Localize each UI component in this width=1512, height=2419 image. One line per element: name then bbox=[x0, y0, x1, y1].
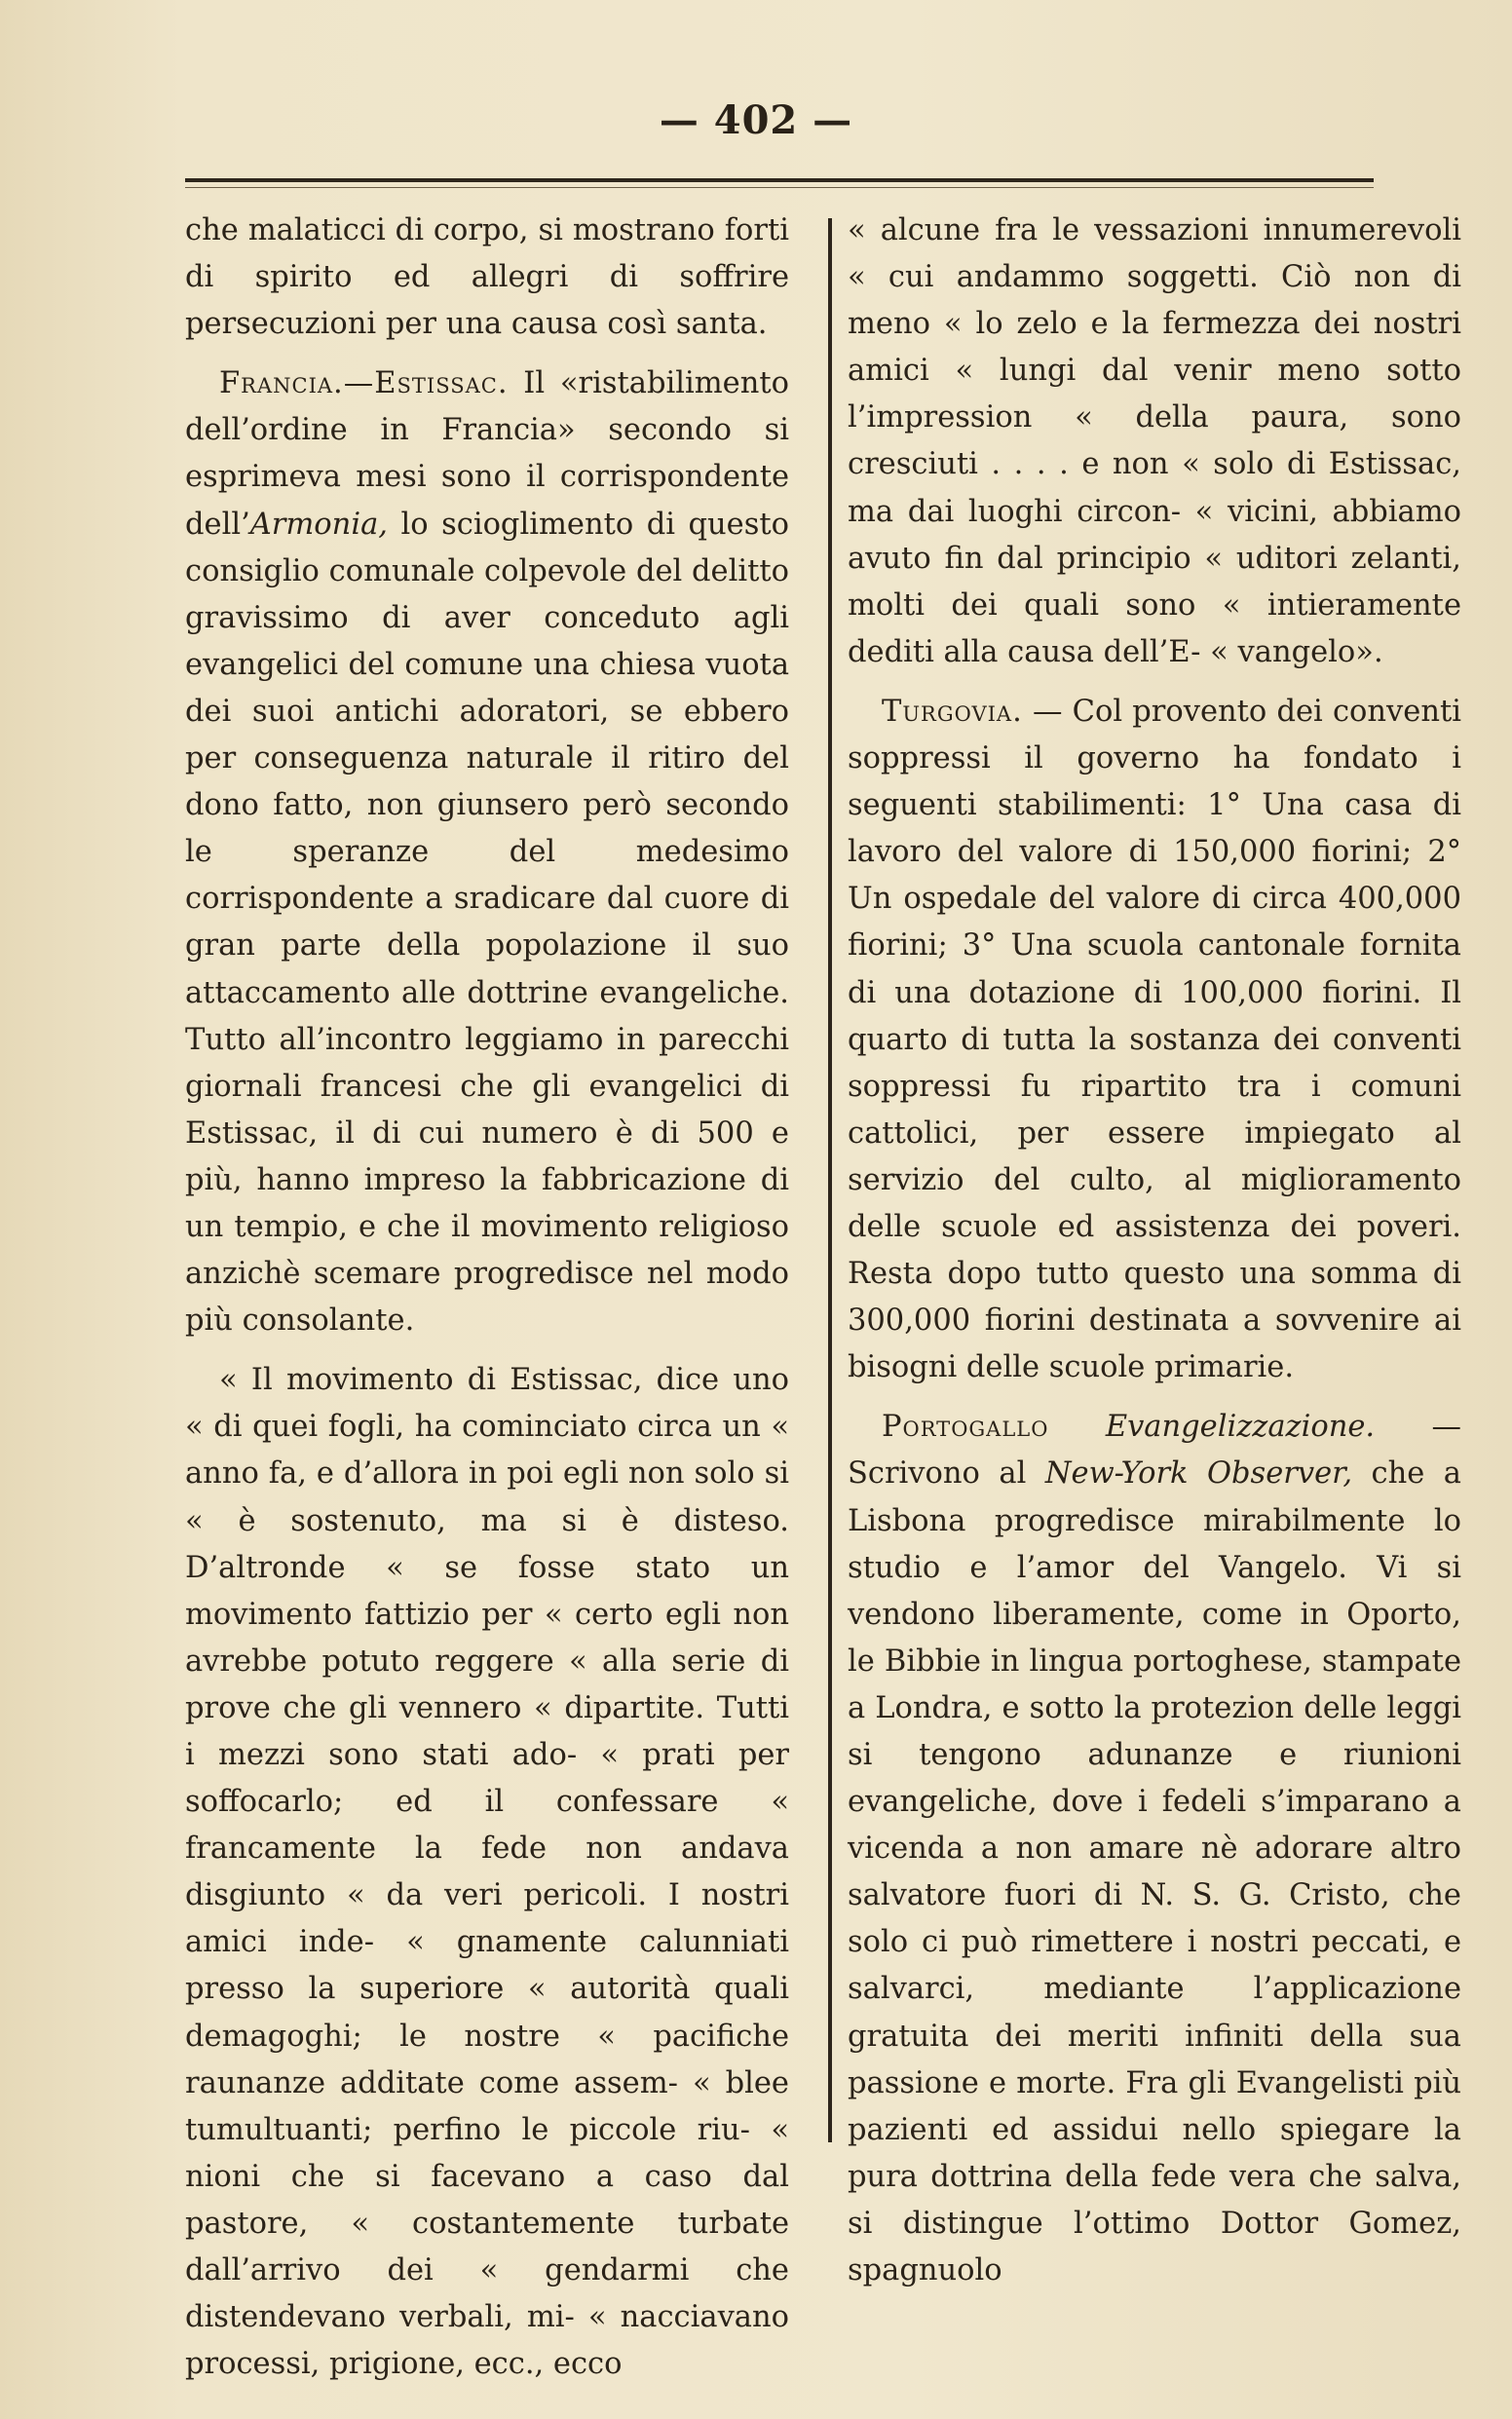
italic-run: Armonia, bbox=[249, 507, 388, 542]
text-run: Il «ristabilimento dell’ordine in Francia» secondo si esprimeva mesi sono il corrispondente dell’ bbox=[185, 366, 789, 542]
paragraph-turgovia bbox=[848, 689, 1461, 1391]
italic-heading: Evangelizzazione. bbox=[1105, 1410, 1376, 1445]
paragraph: che malaticci di corpo, si mostrano forti di spirito ed allegri di soffrire persecuzioni per una causa così santa. bbox=[185, 213, 789, 342]
header-rule-thin bbox=[185, 187, 1374, 188]
paragraph-francia bbox=[185, 360, 789, 1344]
section-heading: Portogallo bbox=[882, 1410, 1049, 1445]
text-run: — Scrivono al bbox=[848, 1410, 1461, 1492]
left-column bbox=[185, 208, 789, 2388]
paragraph-quote: « Il movimento di Estissac, dice uno « di quei fogli, ha cominciato circa un « anno fa, e d’allora in poi egli non solo si « è sostenuto, ma si è disteso. D’altronde « se fosse stato un movimento fattizio per « certo egli non avrebbe potuto reggere « alla serie di prove che gli vennero « dipartite. Tutti i mezzi sono stati ado- « prati per soffocarlo; ed il confessare « francamente la fede non andava disgiunto « da veri pericoli. I nostri amici inde- « gnamente calunniati presso la superiore « autorità quali demagoghi; le nostre « pacifiche raunanze additate come assem- « blee tumultuanti; perfino le piccole riu- « nioni che si facevano a caso dal pastore, « costantemente turbate dall’arrivo dei « gendarmi che distendevano verbali, mi- « nacciavano processi, prigione, ecc., ecco bbox=[185, 1363, 789, 2382]
text-run: che a Lisbona progredisce mirabilmente lo studio e l’amor del Vangelo. Vi si vendono liberamente, come in Oporto, le Bibbie in lingua portoghese, stampate a Londra, e sotto la protezion delle leggi si tengono adunanze e riunioni evangeliche, dove i fedeli s’imparano a vicenda a non amare nè adorare altro salvatore fuori di N. S. G. Cristo, che solo ci può rimettere i nostri peccati, e salvarci, mediante l’applicazione gratuita dei meriti infiniti della sua passione e morte. Fra gli Evangelisti più pazienti ed assidui nello spiegare la pura dottrina della fede vera che salva, si distingue l’ottimo Dottor Gomez, spagnuolo bbox=[848, 1456, 1461, 2288]
column-divider bbox=[828, 218, 832, 2142]
text-run: lo scioglimento di questo consiglio comunale colpevole del delitto gravissimo di aver conceduto agli evangelici del comune una chiesa vuota dei suoi antichi adoratori, se ebbero per conseguenza naturale il ritiro del dono fatto, non giunsero però secondo le speranze del medesimo corrispondente a sradicare dal cuore di gran parte della popolazione il suo attaccamento alle dottrine evangeliche. Tutto all’incontro leggiamo in parecchi giornali francesi che gli evangelici di Estissac, il di cui numero è di 500 e più, hanno impreso la fabbricazione di un tempio, e che il movimento religioso anzichè scemare progredisce nel modo più consolante. bbox=[185, 507, 789, 1339]
paragraph-portogallo bbox=[848, 1404, 1461, 2294]
text-run: — Col provento dei conventi soppressi il governo ha fondato i seguenti stabilimenti: 1° Una casa di lavoro del valore di 150,000 fiorini; 2° Un ospedale del valore di circa 400,000 fiorini; 3° Una scuola cantonale fornita di una dotazione di 100,000 fiorini. Il quarto di tutta la sostanza dei conventi soppressi fu ripartito tra i comuni cattolici, per essere impiegato al servizio del culto, al miglioramento delle scuole ed assistenza dei poveri. Resta dopo tutto questo una somma di 300,000 fiorini destinata a sovvenire ai bisogni delle scuole primarie. bbox=[848, 694, 1461, 1385]
header-rule bbox=[185, 178, 1374, 182]
page-number: — 402 — bbox=[659, 97, 853, 143]
right-column bbox=[848, 208, 1461, 2294]
section-heading: Turgovia. bbox=[882, 694, 1023, 729]
section-heading: Francia.—Estissac. bbox=[219, 366, 509, 401]
italic-run: New-York Observer, bbox=[1044, 1456, 1353, 1492]
paragraph-quote-continued: « alcune fra le vessazioni innumerevoli « cui andammo soggetti. Ciò non di meno « lo zelo e la fermezza dei nostri amici « lungi dal venir meno sotto l’impression « della paura, sono cresciuti . . . . e non « solo di Estissac, ma dai luoghi circon- « vicini, abbiamo avuto fin dal principio « uditori zelanti, molti dei quali sono « intieramente dediti alla causa dell’E- « vangelo». bbox=[848, 213, 1461, 669]
